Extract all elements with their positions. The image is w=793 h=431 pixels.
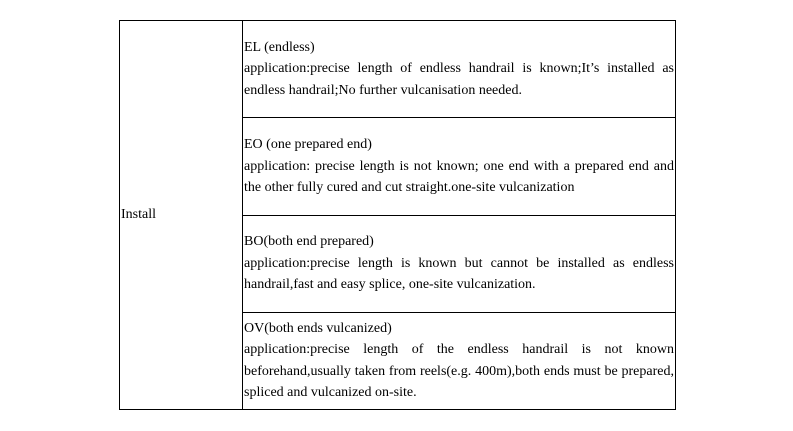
option-description: application: precise length is not known; one end with a prepared end and the other fully cured and cut straight.one-site vulcanization <box>244 158 674 196</box>
option-title: EO (one prepared end) <box>244 137 372 153</box>
install-label: Install <box>121 207 156 222</box>
option-title: OV(both ends vulcanized) <box>244 320 392 336</box>
option-bo <box>243 231 675 296</box>
option-eo <box>243 134 675 199</box>
option-el-cell <box>243 21 676 118</box>
option-title: BO(both end prepared) <box>244 234 374 250</box>
option-eo-cell <box>243 118 676 215</box>
option-bo-cell <box>243 215 676 312</box>
option-description: application:precise length is known but cannot be installed as endless handrail,fast and easy splice, one-site vulcanization. <box>244 255 674 293</box>
option-title: EL (endless) <box>244 39 315 55</box>
option-ov-cell <box>243 312 676 409</box>
option-ov <box>243 318 675 404</box>
table-row <box>120 21 676 118</box>
option-description: application:precise length of the endless handrail is not known beforehand,usually taken from reels(e.g. 400m),both ends must be prepared, spliced and vulcanized on-site. <box>244 342 674 401</box>
option-description: application:precise length of endless handrail is known;It’s installed as endless handrail;No further vulcanisation needed. <box>244 61 674 98</box>
option-el <box>243 37 675 102</box>
install-options-table <box>119 20 676 410</box>
install-label-cell <box>120 21 243 410</box>
